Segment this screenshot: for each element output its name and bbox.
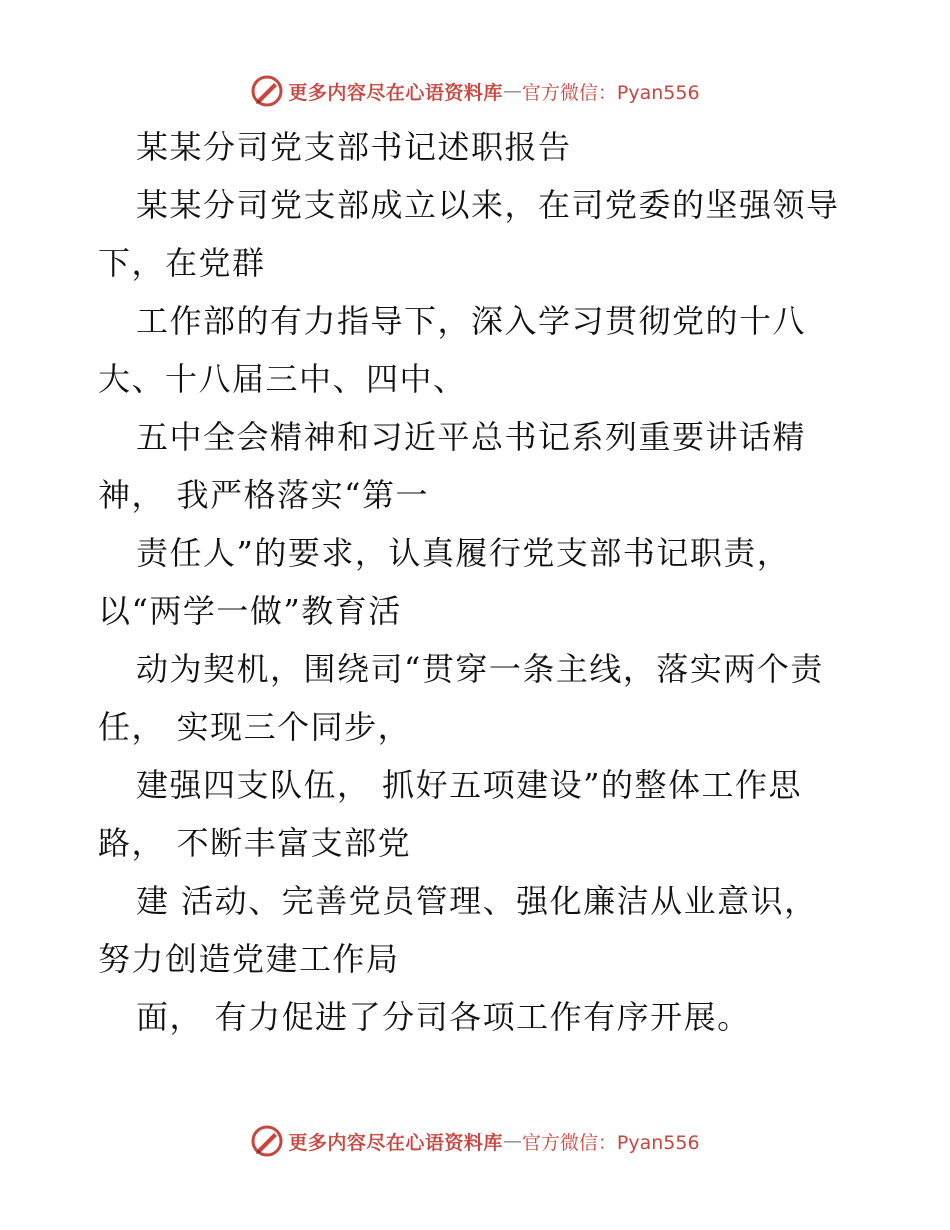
watermark-separator: — xyxy=(502,1130,522,1152)
pen-seal-icon xyxy=(250,1124,284,1158)
watermark-brand: 更多内容尽在心语资料库 xyxy=(288,81,503,104)
paragraph-line: 以“两学一做”教育活 xyxy=(98,592,402,630)
paragraph-line: 工作部的有力指导下，深入学习贯彻党的十八 xyxy=(136,302,807,340)
footer-watermark xyxy=(0,1121,950,1161)
paragraph-line: 大、十八届三中、四中、 xyxy=(98,360,467,398)
watermark-contact: 官方微信：Pyan556 xyxy=(521,81,700,104)
watermark-contact: 官方微信：Pyan556 xyxy=(521,1131,700,1154)
watermark-brand: 更多内容尽在心语资料库 xyxy=(288,1131,503,1154)
paragraph-line: 责任人”的要求，认真履行党支部书记职责， xyxy=(136,534,791,572)
paragraph-line: 路， 不断丰富支部党 xyxy=(98,824,412,862)
paragraph-line: 神， 我严格落实“第一 xyxy=(98,476,430,514)
paragraph-line: 面， 有力促进了分司各项工作有序开展。 xyxy=(136,998,751,1036)
document-title: 某某分司党支部书记述职报告 xyxy=(136,128,572,166)
paragraph-line: 建强四支队伍， 抓好五项建设”的整体工作思 xyxy=(136,766,803,804)
paragraph-line: 建 活动、完善党员管理、强化廉洁从业意识， xyxy=(136,882,818,920)
paragraph-line: 某某分司党支部成立以来，在司党委的坚强领导 xyxy=(136,186,840,224)
paragraph-line: 五中全会精神和习近平总书记系列重要讲话精 xyxy=(136,418,807,456)
paragraph-line: 努力创造党建工作局 xyxy=(98,940,400,978)
pen-seal-icon xyxy=(250,74,284,108)
paragraph-line: 任， 实现三个同步， xyxy=(98,708,412,746)
document-body xyxy=(98,118,868,1046)
paragraph-line: 动为契机，围绕司“贯穿一条主线，落实两个责 xyxy=(136,650,824,688)
header-watermark xyxy=(0,71,950,111)
watermark-separator: — xyxy=(502,80,522,102)
paragraph-line: 下，在党群 xyxy=(98,244,266,282)
